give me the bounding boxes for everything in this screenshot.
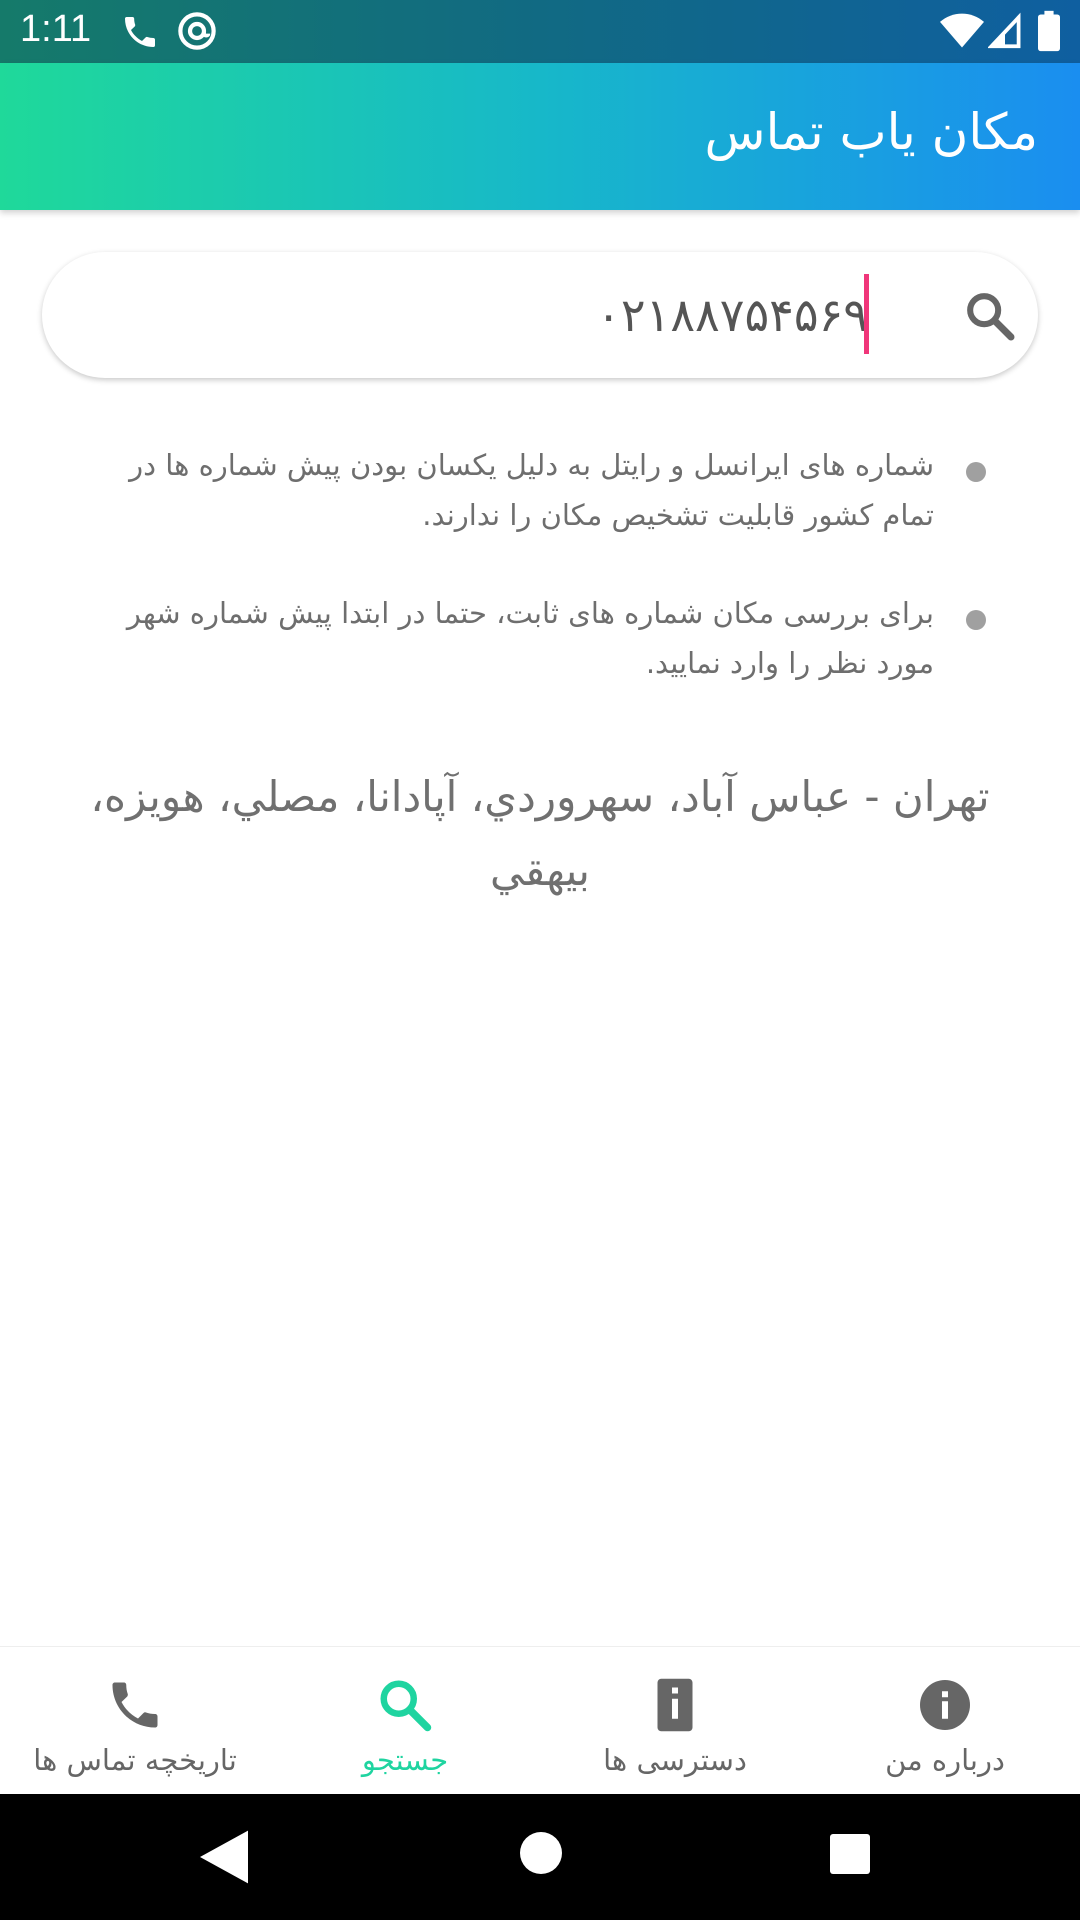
nav-item-search[interactable]	[270, 1647, 540, 1795]
text-caret	[864, 274, 869, 354]
nav-label-about: درباره من	[885, 1743, 1005, 1777]
back-icon[interactable]	[200, 1830, 248, 1884]
system-navigation-bar	[0, 1794, 1080, 1920]
signal-icon	[988, 12, 1022, 50]
call-icon	[120, 12, 160, 52]
nav-item-about[interactable]	[810, 1647, 1080, 1795]
note-item	[100, 588, 1000, 688]
location-result: تهران - عباس آباد، سهروردي، آپادانا، مصلي، هويزه، بيهقي	[90, 772, 990, 895]
home-icon[interactable]	[520, 1832, 562, 1874]
nav-item-call-history[interactable]	[0, 1647, 270, 1795]
app-bar	[0, 63, 1080, 210]
recent-apps-icon[interactable]	[830, 1834, 870, 1874]
nav-label-permissions: دسترسی ها	[603, 1743, 747, 1777]
phone-search-input[interactable]	[102, 272, 872, 358]
info-icon	[915, 1675, 975, 1735]
permissions-icon	[645, 1675, 705, 1735]
status-bar	[0, 0, 1080, 63]
nav-label-search: جستجو	[361, 1743, 449, 1777]
status-time: 1:11	[20, 8, 92, 50]
search-box[interactable]	[42, 252, 1038, 378]
note-text: برای بررسی مکان شماره های ثابت، حتما در ابتدا پیش شماره شهر مورد نظر را وارد نمایید.	[126, 596, 934, 680]
wifi-icon	[940, 12, 984, 50]
notes-list	[100, 440, 1000, 736]
at-icon	[176, 10, 218, 52]
phone-icon	[105, 1675, 165, 1735]
bottom-navigation	[0, 1646, 1080, 1794]
search-icon[interactable]	[962, 288, 1018, 344]
nav-item-permissions[interactable]	[540, 1647, 810, 1795]
search-icon	[375, 1675, 435, 1735]
note-item	[100, 440, 1000, 540]
battery-icon	[1038, 10, 1060, 52]
bullet-icon	[966, 610, 986, 630]
nav-label-call-history: تاریخچه تماس ها	[33, 1743, 237, 1777]
bullet-icon	[966, 462, 986, 482]
note-text: شماره های ایرانسل و رایتل به دلیل یکسان بودن پیش شماره ها در تمام کشور قابلیت تشخیص مکان را ندارند.	[129, 448, 934, 532]
app-title: مکان یاب تماس	[704, 103, 1038, 161]
